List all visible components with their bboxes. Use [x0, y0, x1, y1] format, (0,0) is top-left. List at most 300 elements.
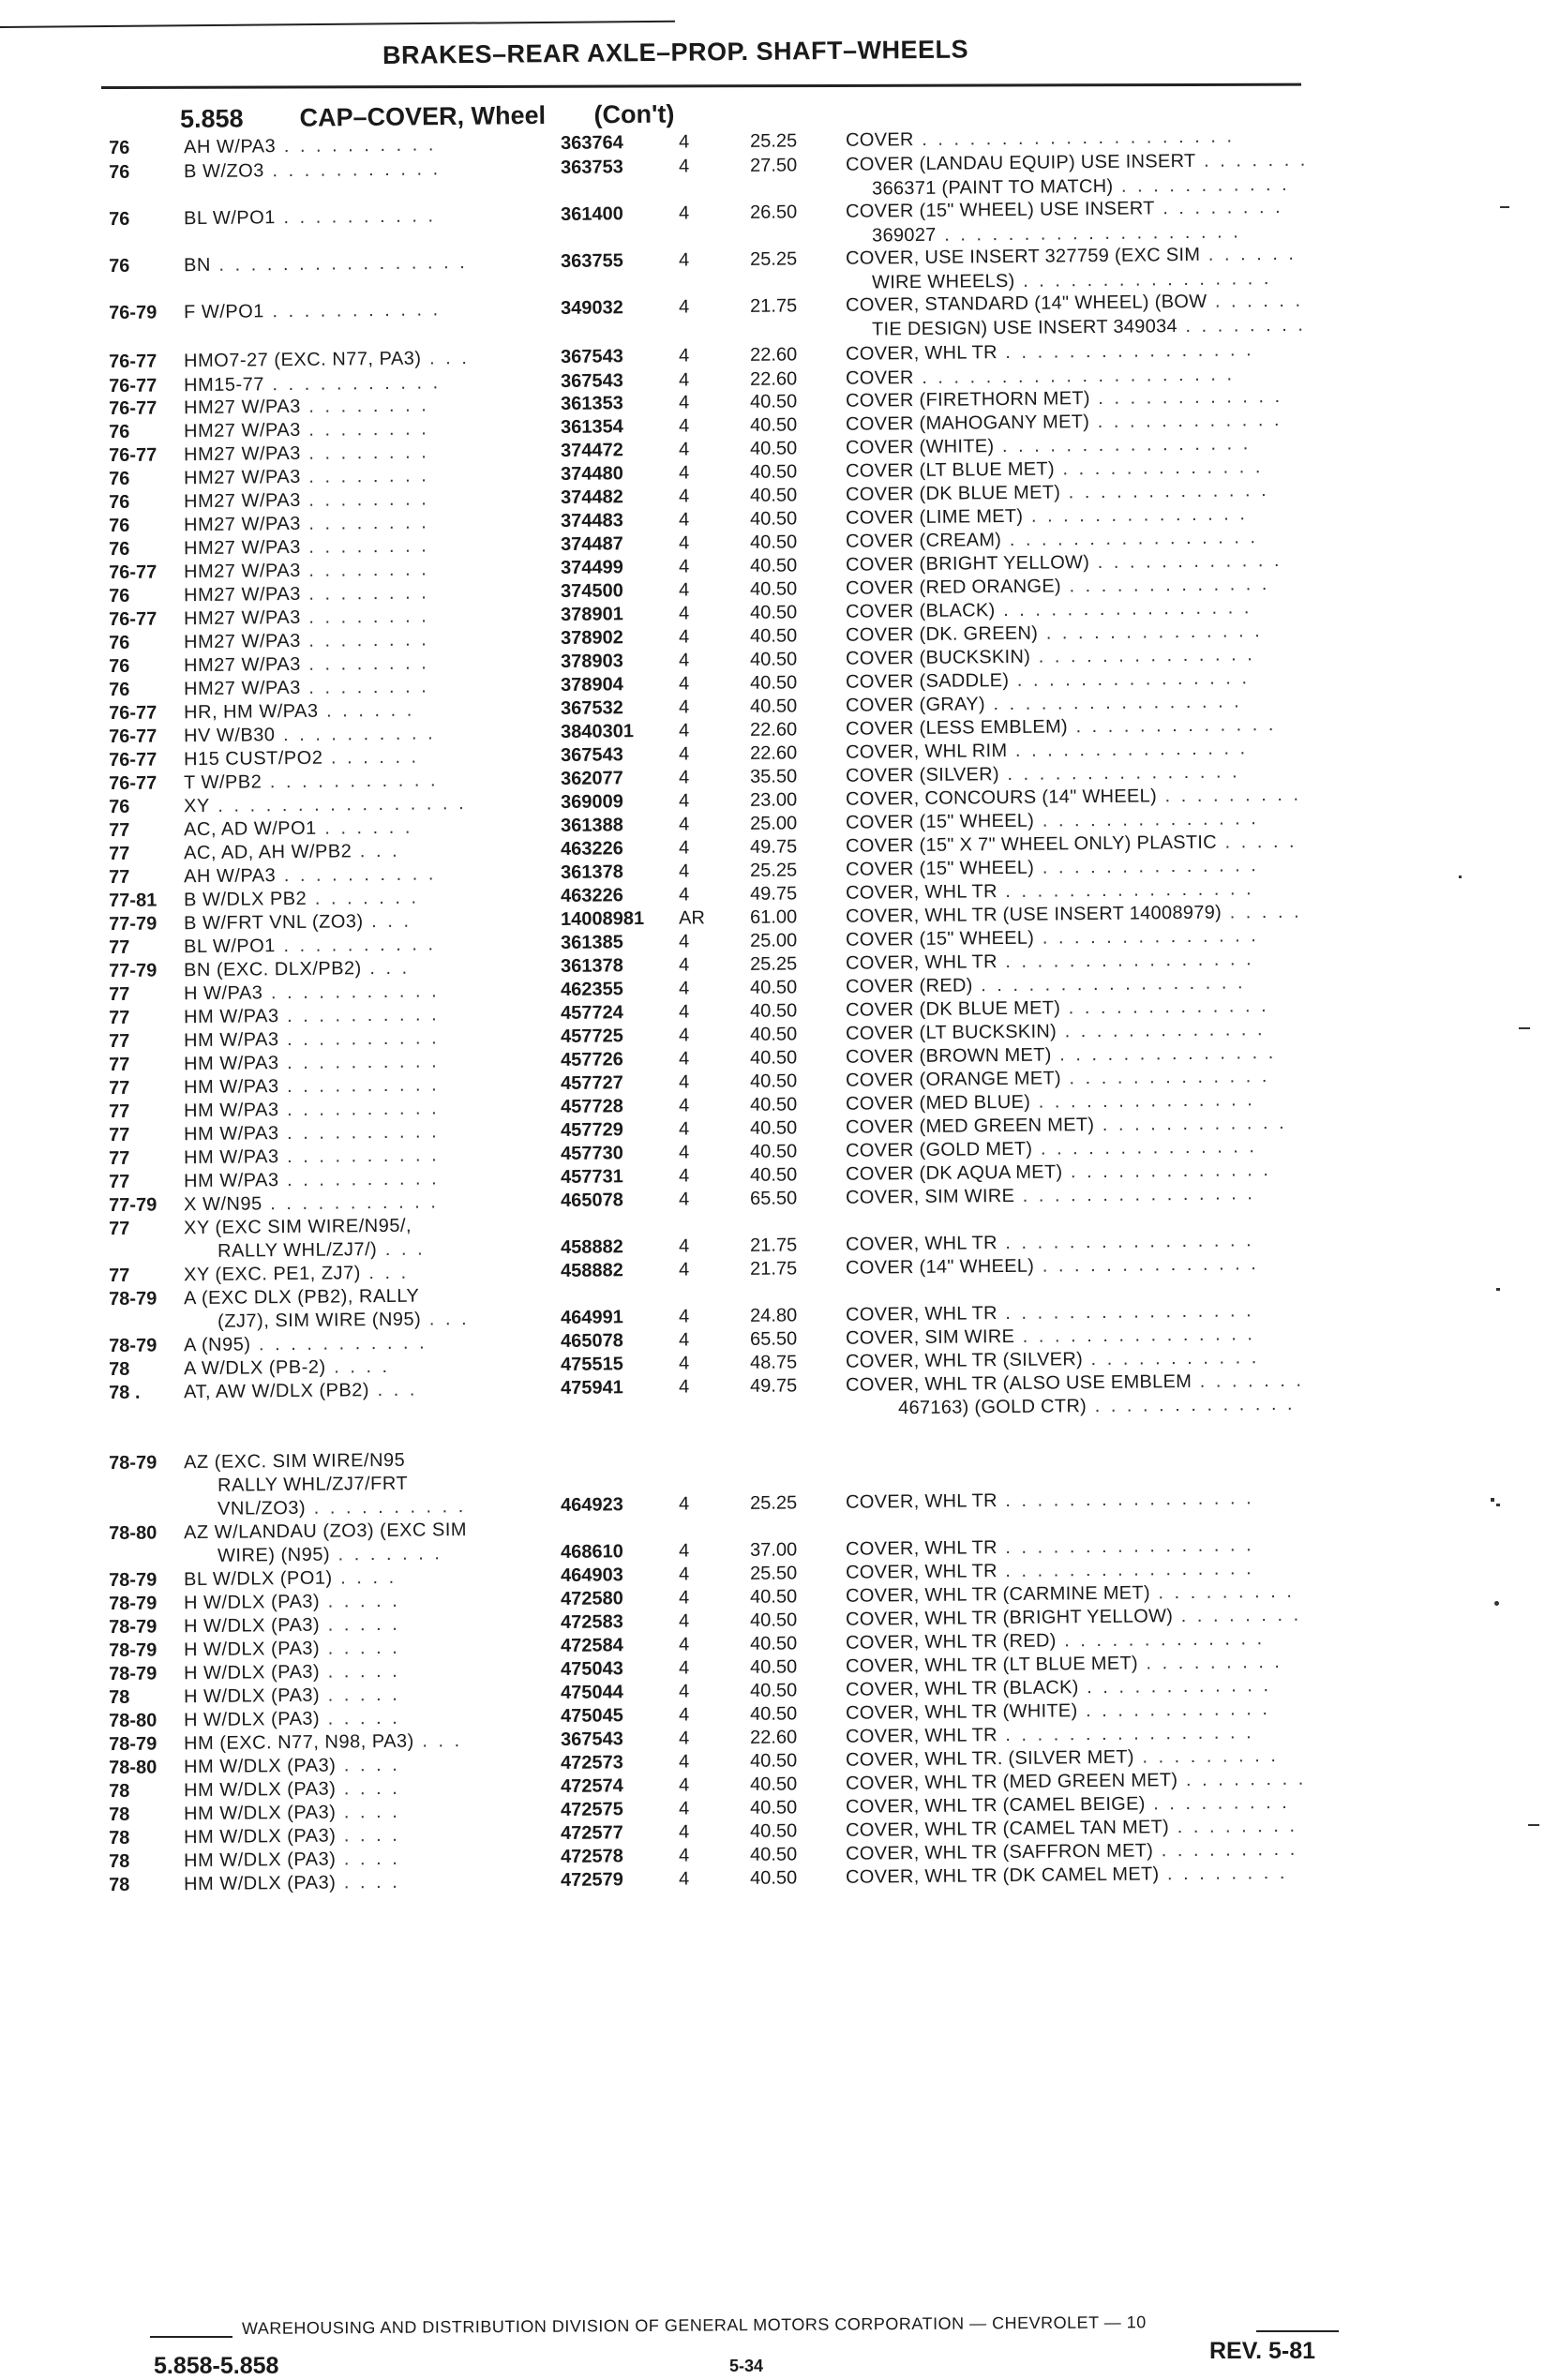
leader-dots: . . . . . . . .	[1173, 1604, 1302, 1627]
row-description: COVER (15" WHEEL) USE INSERT . . . . . . . .	[845, 196, 1283, 222]
leader-dots: . . . . .	[320, 1637, 400, 1659]
row-price: 48.75	[749, 1352, 798, 1373]
row-quantity: 4	[678, 1798, 690, 1819]
row-year: 78-80	[109, 1522, 158, 1545]
leader-dots: . . .	[361, 957, 411, 980]
leader-dots: . . . . . . . .	[1177, 314, 1306, 337]
row-description: COVER (DK BLUE MET) . . . . . . . . . . . . .	[845, 995, 1269, 1021]
row-price: 49.75	[749, 836, 798, 858]
leader-dots: . . . . . . . . . . . . .	[1060, 574, 1270, 597]
row-part-number: 367543	[560, 370, 623, 392]
leader-dots: . . . . . . . . . . . . .	[1056, 1019, 1266, 1042]
row-year: 77	[109, 1054, 130, 1076]
leader-dots: . . . . . . . . . . . . .	[1060, 1066, 1270, 1089]
row-model: AH W/PA3 . . . . . . . . . .	[184, 134, 437, 158]
row-model: HM27 W/PA3 . . . . . . . .	[184, 676, 429, 700]
leader-dots: . . . . . . . . . . . . .	[1086, 1393, 1296, 1417]
row-model: XY (EXC. PE1, ZJ7) . . .	[184, 1262, 410, 1286]
leader-dots: . . . . . . . . . . .	[1113, 173, 1290, 197]
row-price: 40.50	[749, 485, 798, 506]
row-description: COVER, WHL TR (LT BLUE MET) . . . . . . . . .	[845, 1651, 1283, 1677]
leader-dots: . . . . . . .	[1195, 149, 1309, 172]
row-part-number: 457728	[560, 1096, 623, 1117]
leader-dots: . . . . . .	[318, 699, 415, 722]
row-price: 61.00	[749, 906, 798, 928]
row-price: 40.50	[749, 649, 798, 670]
row-description: COVER (MED GREEN MET) . . . . . . . . . . . .	[845, 1112, 1287, 1138]
row-price: 40.50	[749, 1633, 798, 1654]
row-quantity: 4	[678, 954, 690, 976]
row-description: COVER, CONCOURS (14" WHEEL) . . . . . . . . .	[845, 784, 1302, 810]
row-price: 25.00	[749, 930, 798, 951]
scan-speck	[1496, 1288, 1500, 1291]
row-year: 76	[109, 161, 130, 184]
row-quantity: 4	[678, 884, 690, 906]
row-description: COVER (LANDAU EQUIP) USE INSERT . . . . . . .	[845, 149, 1309, 175]
row-description: COVER, WHL TR (CAMEL BEIGE) . . . . . . . . .	[845, 1791, 1290, 1818]
row-model: A W/DLX (PB-2) . . . .	[184, 1355, 391, 1380]
leader-dots: . . . .	[336, 1801, 400, 1823]
leader-dots: . . . . . . .	[1192, 1370, 1305, 1392]
row-year: 77	[109, 843, 130, 865]
row-description: COVER, WHL TR (RED) . . . . . . . . . . . . .	[845, 1628, 1266, 1654]
row-quantity: 4	[678, 249, 690, 271]
scan-speck	[1491, 1498, 1494, 1502]
row-quantity: 4	[678, 1001, 690, 1023]
row-model: XY (EXC SIM WIRE/N95/,	[184, 1215, 412, 1239]
row-description: COVER . . . . . . . . . . . . . . . . . . . .	[845, 126, 1236, 151]
row-description: COVER, SIM WIRE . . . . . . . . . . . . . . .	[845, 1183, 1255, 1208]
row-quantity: 4	[678, 1868, 690, 1890]
row-description: COVER, WHL TR . . . . . . . . . . . . . . . .	[845, 1488, 1254, 1513]
leader-dots: . . . . . . . . . . . . . . . . . . . .	[913, 126, 1236, 151]
row-description: COVER (BROWN MET) . . . . . . . . . . . . . .	[845, 1042, 1277, 1068]
leader-dots: . . . . . . . . . . .	[1082, 1347, 1260, 1370]
row-price: 40.50	[749, 696, 798, 717]
row-year: 77	[109, 1007, 130, 1029]
row-price: 25.25	[749, 1492, 798, 1514]
leader-dots: . . . . . . . .	[300, 488, 429, 511]
leader-dots: . . . . . . . . . . . . . . . .	[997, 878, 1254, 903]
row-part-number: 374487	[560, 533, 623, 555]
row-year: 78-80	[109, 1710, 158, 1732]
row-part-number: 475045	[560, 1705, 623, 1727]
row-part-number: 457724	[560, 1002, 623, 1024]
section-continued: (Con't)	[593, 99, 675, 129]
leader-dots: . . . . . . . .	[300, 418, 429, 441]
row-description: COVER, WHL TR . . . . . . . . . . . . . . . .	[845, 1558, 1254, 1583]
leader-dots: . . . . .	[320, 1613, 400, 1636]
row-year: 76	[109, 796, 130, 818]
leader-dots: . . . . . . . . . . . . . .	[1030, 644, 1255, 667]
row-quantity: 4	[678, 1493, 690, 1515]
row-year: 78-79	[109, 1593, 158, 1615]
row-description: COVER (RED ORANGE) . . . . . . . . . . . . .	[845, 574, 1270, 599]
row-part-number: 472580	[560, 1588, 623, 1609]
leader-dots: . . .	[363, 910, 412, 933]
row-year: 76-77	[109, 444, 158, 467]
leader-dots: . . . . . . . . .	[1149, 1580, 1295, 1604]
row-year: 78-79	[109, 1733, 158, 1756]
row-description: COVER, WHL TR . . . . . . . . . . . . . . . .	[845, 949, 1254, 974]
row-part-number: 464903	[560, 1564, 623, 1586]
leader-dots: . . . . . . . . . .	[278, 1027, 440, 1051]
row-part-number: 361385	[560, 932, 623, 953]
row-quantity: 4	[678, 1845, 690, 1866]
row-price: 22.60	[749, 344, 798, 366]
row-model: HM27 W/PA3 . . . . . . . .	[184, 582, 429, 606]
row-description: 366371 (PAINT TO MATCH) . . . . . . . . . . .	[871, 173, 1290, 200]
row-model: (ZJ7), SIM WIRE (N95) . . .	[218, 1309, 470, 1332]
leader-dots: . . . . . . . . . .	[275, 934, 437, 957]
row-model: HM27 W/PA3 . . . . . . . .	[184, 465, 429, 489]
row-year: 78-80	[109, 1757, 158, 1779]
row-quantity: 4	[678, 790, 690, 812]
row-description: COVER (BLACK) . . . . . . . . . . . . . . . .	[845, 597, 1252, 622]
row-description: COVER, WHL RIM . . . . . . . . . . . . . . .	[845, 738, 1249, 763]
leader-dots: . . . . . . . .	[1154, 196, 1283, 219]
row-quantity: 4	[678, 1657, 690, 1679]
leader-dots: . . . . . . . . . . . . .	[1060, 995, 1269, 1019]
row-year: 76-77	[109, 351, 158, 373]
row-part-number: 457727	[560, 1072, 623, 1094]
row-description: COVER, WHL TR (BLACK) . . . . . . . . . . . .	[845, 1675, 1272, 1700]
row-description: COVER, WHL TR (CAMEL TAN MET) . . . . . . . .	[845, 1815, 1298, 1841]
row-year: 76	[109, 585, 130, 607]
leader-dots: . . . . .	[320, 1707, 400, 1729]
row-price: 22.60	[749, 742, 798, 764]
row-description: COVER (FIRETHORN MET) . . . . . . . . . . . .	[845, 385, 1283, 412]
row-year: 76	[109, 655, 130, 678]
row-part-number: 374500	[560, 580, 623, 602]
row-part-number: 468610	[560, 1541, 623, 1563]
row-price: 40.50	[749, 391, 798, 412]
row-model: T W/PB2 . . . . . . . . . . .	[184, 770, 439, 794]
row-year: 76	[109, 137, 130, 159]
row-model: VNL/ZO3) . . . . . . . . . .	[218, 1496, 467, 1519]
row-part-number: 363753	[560, 157, 623, 178]
footer-publisher: WAREHOUSING AND DISTRIBUTION DIVISION OF GENERAL MOTORS CORPORATION — CHEVROLET — 10	[241, 2313, 1147, 2338]
row-description: COVER (15" WHEEL) . . . . . . . . . . . . . .	[845, 925, 1259, 951]
row-quantity: 4	[678, 1704, 690, 1726]
row-model: HM27 W/PA3 . . . . . . . .	[184, 559, 429, 583]
row-year: 77-79	[109, 1194, 158, 1217]
section-title: CAP–COVER, Wheel	[299, 100, 547, 132]
row-model: HM W/DLX (PA3) . . . .	[184, 1871, 400, 1895]
row-model: HM W/DLX (PA3) . . . .	[184, 1754, 400, 1778]
row-quantity: 4	[678, 439, 690, 460]
row-model: HM W/DLX (PA3) . . . .	[184, 1777, 400, 1802]
row-quantity: 4	[678, 1071, 690, 1093]
row-description: COVER (BRIGHT YELLOW) . . . . . . . . . . . .	[845, 549, 1282, 576]
scan-speck	[1519, 1027, 1530, 1029]
row-quantity: 4	[678, 696, 690, 718]
row-year: 78	[109, 1804, 130, 1826]
row-quantity: 4	[678, 1165, 690, 1187]
row-model: BL W/PO1 . . . . . . . . . .	[184, 205, 437, 230]
row-quantity: 4	[678, 1376, 690, 1398]
row-model: H W/DLX (PA3) . . . . .	[184, 1660, 400, 1684]
row-year: 76-77	[109, 397, 158, 420]
leader-dots: . . . . . . . . . .	[278, 1074, 440, 1098]
row-year: 77	[109, 819, 130, 842]
row-quantity: 4	[678, 814, 690, 835]
leader-dots: . . . . . . . . . .	[276, 863, 437, 887]
row-description: COVER (DK. GREEN) . . . . . . . . . . . . . .	[845, 621, 1263, 646]
row-part-number: 369009	[560, 791, 623, 813]
row-quantity: AR	[678, 907, 706, 929]
row-price: 40.50	[749, 1609, 798, 1631]
row-price: 40.50	[749, 625, 798, 647]
row-description: COVER (LT BUCKSKIN) . . . . . . . . . . . . .	[845, 1019, 1266, 1044]
row-part-number: 465078	[560, 1190, 623, 1211]
row-year: 78	[109, 1850, 130, 1873]
row-price: 40.50	[749, 578, 798, 600]
leader-dots: . . . . . . . . . . . . . . . .	[994, 433, 1252, 457]
row-description: COVER (BUCKSKIN) . . . . . . . . . . . . . .	[845, 644, 1255, 669]
leader-dots: . . . . . . . . . .	[275, 723, 436, 746]
row-part-number: 367543	[560, 346, 623, 367]
row-part-number: 457725	[560, 1025, 623, 1047]
row-part-number: 361354	[560, 416, 623, 438]
row-price: 40.50	[749, 1094, 798, 1115]
row-year: 76	[109, 515, 130, 537]
leader-dots: . . . . . . . .	[300, 512, 429, 534]
row-quantity: 4	[678, 579, 690, 601]
row-price: 40.50	[749, 602, 798, 623]
row-model: AC, AD W/PO1 . . . . . .	[184, 816, 413, 841]
row-model: AH W/PA3 . . . . . . . . . .	[184, 863, 437, 888]
row-part-number: 475043	[560, 1658, 623, 1680]
leader-dots: . . .	[368, 1379, 418, 1401]
leader-dots: . . . .	[332, 1566, 398, 1589]
leader-dots: . . . . . . . . . . . . . . . .	[997, 1534, 1254, 1559]
row-description: COVER (RED) . . . . . . . . . . . . . . . . .	[845, 972, 1246, 997]
row-model: WIRE) (N95) . . . . . . .	[218, 1543, 442, 1566]
row-price: 35.50	[749, 766, 798, 787]
row-description: COVER (WHITE) . . . . . . . . . . . . . . . .	[845, 433, 1252, 458]
row-description: COVER (DK BLUE MET) . . . . . . . . . . . . .	[845, 480, 1269, 505]
row-model: H W/DLX (PA3) . . . . .	[184, 1637, 400, 1661]
row-part-number: 457729	[560, 1119, 623, 1141]
row-quantity: 4	[678, 532, 690, 554]
row-year: 76	[109, 491, 130, 514]
row-description: COVER (SILVER) . . . . . . . . . . . . . . .	[845, 761, 1240, 786]
row-price: 22.60	[749, 719, 798, 741]
row-price: 40.50	[749, 414, 798, 436]
leader-dots: . . . . . . . . . . . . . .	[1051, 1042, 1277, 1066]
row-quantity: 4	[678, 1235, 690, 1257]
leader-dots: . . . . .	[320, 1684, 400, 1706]
row-part-number: 472574	[560, 1775, 623, 1797]
leader-dots: . . . . . . . . . .	[278, 1098, 440, 1121]
row-quantity: 4	[678, 767, 690, 788]
row-part-number: 457731	[560, 1166, 623, 1188]
row-description: COVER, WHL TR (CARMINE MET) . . . . . . . . .	[845, 1580, 1295, 1607]
leader-dots: . . . . . . . . . . . . . .	[1034, 925, 1259, 949]
row-price: 40.50	[749, 1070, 798, 1092]
row-quantity: 4	[678, 1306, 690, 1327]
row-year: 77	[109, 1218, 130, 1240]
leader-dots: . . . . . . . . . . . . . .	[1023, 503, 1249, 527]
row-year: 78	[109, 1780, 130, 1803]
leader-dots: . . . . . . . .	[300, 395, 429, 417]
row-price: 40.50	[749, 1680, 798, 1701]
row-price: 40.50	[749, 1000, 798, 1022]
row-part-number: 463226	[560, 838, 623, 860]
row-part-number: 475941	[560, 1377, 623, 1399]
row-price: 21.75	[749, 1258, 798, 1280]
row-quantity: 4	[678, 345, 690, 367]
row-price: 25.25	[749, 248, 798, 270]
row-price: 40.50	[749, 1024, 798, 1045]
leader-dots: . . . . . . . . . .	[278, 1168, 440, 1191]
row-price: 22.60	[749, 368, 798, 390]
row-model: BN (EXC. DLX/PB2) . . .	[184, 957, 411, 981]
section-code: 5.858	[179, 104, 244, 133]
row-price: 37.00	[749, 1539, 798, 1561]
row-model: HM (EXC. N77, N98, PA3) . . .	[184, 1730, 463, 1755]
leader-dots: . . . . . . . .	[300, 629, 429, 651]
leader-dots: . . . .	[325, 1355, 391, 1378]
page-title: BRAKES–REAR AXLE–PROP. SHAFT–WHEELS	[382, 35, 969, 69]
row-price: 40.50	[749, 1844, 798, 1865]
leader-dots: . . . . . . . . . . . . . .	[1034, 855, 1259, 878]
row-part-number: 472573	[560, 1752, 623, 1774]
row-quantity: 4	[678, 720, 690, 741]
row-quantity: 4	[678, 1821, 690, 1843]
leader-dots: . . . . . . . . . . .	[263, 158, 442, 182]
row-price: 25.50	[749, 1563, 798, 1584]
row-model: B W/DLX PB2 . . . . . . .	[184, 887, 420, 911]
row-quantity: 4	[678, 556, 690, 577]
row-price: 25.00	[749, 813, 798, 834]
row-model: HM27 W/PA3 . . . . . . . .	[184, 535, 429, 560]
row-quantity: 4	[678, 626, 690, 648]
row-year: 78	[109, 1686, 130, 1709]
row-description: COVER, STANDARD (14" WHEEL) (BOW . . . . . .	[845, 290, 1304, 316]
row-year: 76-77	[109, 772, 158, 795]
leader-dots: . . . . . . . .	[1159, 1862, 1288, 1885]
row-description: COVER (GOLD MET) . . . . . . . . . . . . . .	[845, 1136, 1258, 1161]
leader-dots: . . . . . . . . . . . . . . .	[1014, 1183, 1255, 1206]
row-part-number: 472579	[560, 1869, 623, 1891]
row-price: 40.50	[749, 1656, 798, 1678]
row-part-number: 367543	[560, 744, 623, 766]
row-year: 76	[109, 468, 130, 490]
scan-speck	[1494, 1601, 1499, 1606]
leader-dots: . . . . . . . . . . . . . . . . .	[972, 972, 1246, 996]
row-model: HMO7-27 (EXC. N77, PA3) . . .	[184, 348, 471, 372]
row-year: 77	[109, 866, 130, 889]
row-model: HM W/PA3 . . . . . . . . . .	[184, 1145, 440, 1169]
leader-dots: . . . . . . . . .	[1156, 784, 1302, 807]
row-price: 22.60	[749, 1727, 798, 1748]
row-quantity: 4	[678, 1329, 690, 1351]
leader-dots: . . . .	[336, 1754, 400, 1776]
row-price: 24.80	[749, 1305, 798, 1326]
row-year: 78-79	[109, 1639, 158, 1662]
row-year: 76-77	[109, 749, 158, 771]
leader-dots: . . . . . . . . . . .	[263, 372, 442, 396]
row-year: 77	[109, 1030, 130, 1053]
row-part-number: 374483	[560, 510, 623, 531]
row-quantity: 4	[678, 1048, 690, 1070]
row-part-number: 465078	[560, 1330, 623, 1352]
row-part-number: 374482	[560, 486, 623, 508]
row-part-number: 475044	[560, 1682, 623, 1703]
row-part-number: 458882	[560, 1260, 623, 1281]
row-quantity: 4	[678, 978, 690, 999]
row-description: COVER, WHL TR (ALSO USE EMBLEM . . . . . . .	[845, 1370, 1305, 1396]
leader-dots: . . . . . . . .	[300, 676, 429, 698]
row-quantity: 4	[678, 1118, 690, 1140]
row-part-number: 458882	[560, 1236, 623, 1258]
leader-dots: . . . . . . . . . .	[278, 1121, 440, 1145]
leader-dots: . . . . . . . .	[300, 652, 429, 675]
leader-dots: . . . .	[336, 1777, 400, 1800]
row-model: HM W/DLX (PA3) . . . .	[184, 1824, 400, 1849]
row-description: COVER (GRAY) . . . . . . . . . . . . . . . .	[845, 691, 1242, 716]
row-description: COVER, WHL TR (WHITE) . . . . . . . . . . . .	[845, 1699, 1270, 1724]
row-quantity: 4	[678, 1751, 690, 1773]
leader-dots: . . . . . . . . . . . . . . . .	[997, 949, 1254, 973]
row-part-number: 361400	[560, 203, 623, 225]
row-model: HM27 W/PA3 . . . . . . . .	[184, 488, 429, 513]
row-price: 40.50	[749, 1820, 798, 1842]
row-price: 40.50	[749, 1117, 798, 1139]
scan-speck	[1500, 206, 1509, 208]
row-quantity: 4	[678, 486, 690, 507]
row-price: 21.75	[749, 295, 798, 317]
row-model: HM27 W/PA3 . . . . . . . .	[184, 418, 429, 442]
row-quantity: 4	[678, 1634, 690, 1655]
row-model: XY . . . . . . . . . . . . . . . .	[184, 793, 467, 817]
row-part-number: 361378	[560, 861, 623, 883]
row-price: 40.50	[749, 438, 798, 459]
leader-dots: . . . . . . . . . . . .	[1089, 409, 1282, 433]
row-price: 40.50	[749, 461, 798, 483]
row-part-number: 464991	[560, 1307, 623, 1328]
leader-dots: . . . . . . . . . . . . . . .	[1009, 667, 1251, 691]
row-year: 76	[109, 632, 130, 654]
row-description: COVER, WHL TR (MED GREEN MET) . . . . . . . .	[845, 1768, 1307, 1794]
row-description: COVER (15" WHEEL) . . . . . . . . . . . . . .	[845, 855, 1259, 880]
leader-dots: . . . . . . . .	[300, 582, 429, 605]
row-year: 77-79	[109, 913, 158, 936]
leader-dots: . . . . .	[1216, 831, 1298, 853]
leader-dots: . . . . . . . . . . . . . . . .	[997, 339, 1254, 364]
leader-dots: . . . . . . . . . . . . . . . .	[210, 252, 468, 276]
leader-dots: . . . . . . . . . . . . . . . .	[1001, 527, 1259, 551]
row-model: RALLY WHL/ZJ7/FRT	[218, 1473, 409, 1496]
leader-dots: . . . . . . . .	[300, 465, 429, 487]
row-model: A (EXC DLX (PB2), RALLY	[184, 1285, 420, 1310]
row-model: AT, AW W/DLX (PB2) . . .	[184, 1379, 418, 1403]
leader-dots: . . . . . . . . . . . . . .	[1034, 1253, 1259, 1277]
row-description: COVER, WHL TR . . . . . . . . . . . . . . . .	[845, 339, 1254, 365]
leader-dots: . . . . . . . . . . . .	[1077, 1699, 1270, 1722]
leader-dots: . . . .	[336, 1824, 400, 1847]
row-model: HM W/DLX (PA3) . . . .	[184, 1801, 400, 1825]
footer-revision: REV. 5-81	[1209, 2338, 1316, 2364]
row-price: 40.50	[749, 1774, 798, 1795]
row-quantity: 4	[678, 392, 690, 413]
row-quantity: 4	[678, 1728, 690, 1749]
row-price: 40.50	[749, 1141, 798, 1162]
row-quantity: 4	[678, 509, 690, 531]
row-model: H W/DLX (PA3) . . . . .	[184, 1707, 400, 1731]
